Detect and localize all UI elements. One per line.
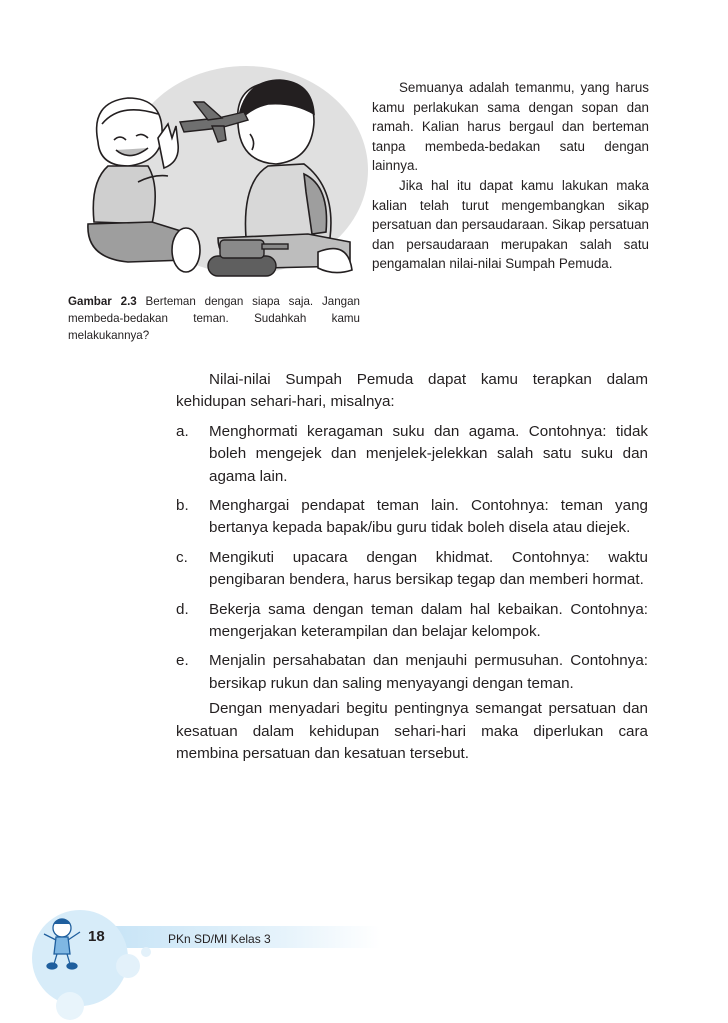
side-paragraph: Semuanya adalah temanmu, yang harus kamu perlakukan sama dengan sopan dan ramah. Kalian harus bergaul dan berteman tanpa membeda-bedakan satu dengan lainnya. <box>372 80 649 174</box>
list-item <box>176 650 648 695</box>
list-item-text: Bekerja sama dengan teman dalam hal kebaikan. Contohnya: mengerjakan keterampilan dan belajar kelompok. <box>209 600 648 641</box>
figure-caption-text: Berteman dengan siapa saja. Jangan membeda-bedakan teman. Sudahkah kamu melakukannya? <box>68 295 360 342</box>
figure-label: Gambar 2.3 <box>68 295 137 308</box>
list-item <box>176 495 648 540</box>
list-marker: b. <box>176 497 189 515</box>
closing-paragraph: Dengan menyadari begitu pentingnya semangat persatuan dan kesatuan dalam kehidupan sehari-hari maka diperlukan cara membina persatuan dan kesatuan tersebut. <box>176 700 648 763</box>
side-column <box>372 78 649 274</box>
footer-bubble <box>141 947 151 957</box>
list-item <box>176 599 648 644</box>
list-item-text: Menjalin persahabatan dan menjauhi permusuhan. Contohnya: bersikap rukun dan saling menyayangi dengan teman. <box>209 652 648 692</box>
list-item-text: Mengikuti upacara dengan khidmat. Contohnya: waktu pengibaran bendera, harus bersikap tegap dan memberi hormat. <box>209 548 648 589</box>
list-item <box>176 547 648 592</box>
footer-bubble <box>32 910 128 1006</box>
side-paragraph: Jika hal itu dapat kamu lakukan maka kalian telah turut mengembangkan sikap persatuan dan persaudaraan. Sikap persatuan dan persaudaraan merupakan salah satu pengamalan nilai-nilai Sumpah Pemuda. <box>372 177 649 272</box>
list-marker: c. <box>176 548 188 566</box>
main-text <box>176 369 648 766</box>
illustration-two-boys-playing <box>68 62 368 290</box>
values-list <box>176 421 648 695</box>
figure-caption <box>68 293 360 344</box>
footer-decoration <box>0 900 728 1023</box>
footer-bubble <box>116 954 140 978</box>
list-marker: e. <box>176 652 189 670</box>
book-title: PKn SD/MI Kelas 3 <box>168 932 271 946</box>
intro-paragraph: Nilai-nilai Sumpah Pemuda dapat kamu terapkan dalam kehidupan sehari-hari, misalnya: <box>176 371 648 411</box>
list-marker: d. <box>176 600 189 618</box>
footer-bubble <box>56 992 84 1020</box>
page-number: 18 <box>88 928 105 945</box>
list-item-text: Menghargai pendapat teman lain. Contohnya: teman yang bertanya kepada bapak/ibu guru tidak boleh disela atau diejek. <box>209 497 648 537</box>
list-item <box>176 421 648 488</box>
list-marker: a. <box>176 422 189 440</box>
list-item-text: Menghormati keragaman suku dan agama. Contohnya: tidak boleh mengejek dan menjelek-jelekkan salah satu suku dan agama lain. <box>209 422 648 485</box>
